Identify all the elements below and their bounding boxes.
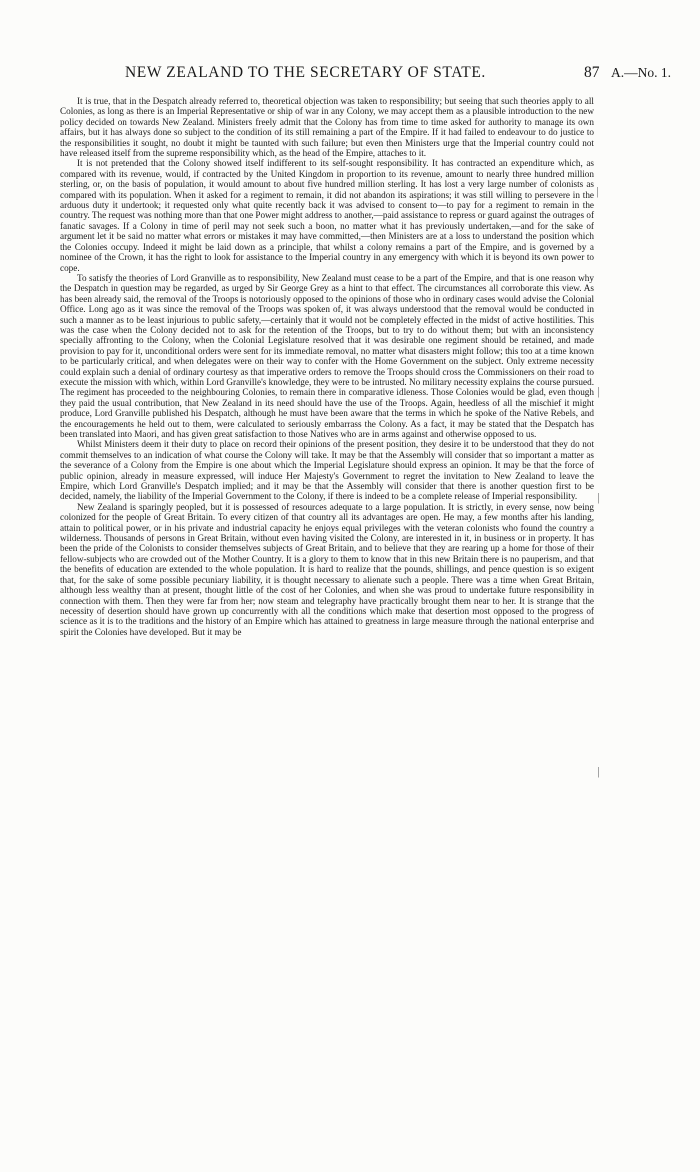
page-number: 87: [584, 64, 600, 81]
margin-mark: |: [596, 186, 599, 198]
page-header: [60, 64, 680, 86]
paragraph: To satisfy the theories of Lord Granville as to responsibility, New Zealand must cease to be a part of the Empire, and that is one reason why the Despatch in question may be regarded, as urged by Sir George Grey as a hint to that effect. The circumstances all corroborate this view. As has been already said, the removal of the Troops is notoriously opposed to the opinions of those who in ordinary cases would advise the Colonial Office. Long ago as it was since the removal of the Troops was spoken of, it was always understood that the removal would be conducted in such a manner as to be least injurious to public safety,—certainly that it would not be completely effected in the midst of active hostilities. This was the case when the Colony decided not to ask for the retention of the Troops, but to try to do without them; but with an inconsistency specially affronting to the Colony, when the Colonial Legislature resolved that it was desirable one regiment should be retained, and made provision to pay for it, unconditional orders were sent for its immediate removal, no matter what disasters might follow; this too at a time known to be particularly critical, and when delegates were on their way to confer with the Home Government on the subject. Only extreme necessity could explain such a denial of ordinary courtesy as that imperative orders to remove the Troops should cross the Commissioners on their road to execute the mission with which, within Lord Granville's knowledge, they were to be intrusted. No military necessity explains the course pursued. The regiment has proceeded to the neighbouring Colonies, to remain there in comparative idleness. Those Colonies would be glad, even though they paid the usual contribution, that New Zealand in its need should have the use of the Troops. Again, heedless of all the mischief it might produce, Lord Granville published his Despatch, although he must have been aware that the terms in which he spoke of the Native Rebels, and the encouragements he held out to them, were calculated to seriously embarrass the Colony. As a fact, it may be stated that the Despatch has been translated into Maori, and has given great satisfaction to those Natives who are in arms against and otherwise opposed to us.: [60, 272, 594, 439]
margin-mark: |: [597, 766, 600, 778]
running-title: NEW ZEALAND TO THE SECRETARY OF STATE.: [125, 64, 486, 81]
paragraph: It is true, that in the Despatch already referred to, theoretical objection was taken to responsibility; but seeing that such theories apply to all Colonies, as long as there is an Imperial Representative or ship of war in any Colony, we may accept them as a plausible introduction to the new policy decided on towards New Zealand. Ministers freely admit that the Colony has from time to time asked for authority to manage its own affairs, but it has always done so subject to the condition of its still remaining a part of the Empire. If it had failed to endeavour to do justice to the responsibilities it sought, no doubt it might be taunted with such failure; but even then Ministers urge that the Imperial country could not have released itself from the supreme responsibility which, as the head of the Empire, attaches to it.: [60, 96, 594, 159]
paper-reference: A.—No. 1.: [611, 65, 671, 80]
body-text: [60, 96, 594, 637]
paragraph: It is not pretended that the Colony showed itself indifferent to its self-sought responsibility. It has contracted an expenditure which, as compared with its revenue, would, if contracted by the United Kingdom in proportion to its revenue, amount to nearly three hundred million sterling, or, on the basis of population, it would amount to about five hundred million sterling. It has lost a very large number of colonists as compared with its population. When it asked for a regiment to remain, it did not abandon its aspirations; it was still willing to persevere in the arduous duty it undertook; it requested only what quite recently back it was advised to consent to—to pay for a regiment to remain in the country. The request was nothing more than that one Power might address to another,—paid assistance to repress or guard against the outrages of fanatic savages. If a Colony in time of peril may not seek such a boon, no matter what it has previously undertaken,—and for the sake of argument let it be said no matter what errors or mistakes it may have committed,—then Ministers are at a loss to understand the position which the Colonies occupy. Indeed it might be laid down as a principle, that whilst a colony remains a part of the Empire, and is governed by a nominee of the Crown, it has the right to look for assistance to the Imperial country in any emergency with which it is beyond its own power to cope.: [60, 158, 594, 273]
paragraph: New Zealand is sparingly peopled, but it is possessed of resources adequate to a large population. It is strictly, in every sense, now being colonized for the people of Great Britain. To every citizen of that country all its advantages are open. He may, a few months after his landing, attain to political power, or in his private and industrial capacity he enjoys equal privileges with the veteran colonists who found the country a wilderness. Thousands of persons in Great Britain, without even having visited the Colony, are interested in it, in business or in property. It has been the pride of the Colonists to consider themselves subjects of Great Britain, and to believe that they are rearing up a home for those of their fellow-subjects who are crowded out of the Mother Country. It is a glory to them to know that in this new Britain there is no pauperism, and that the benefits of education are extended to the whole population. It is hard to realize that the pounds, shillings, and pence question is so exigent that, for the sake of some possible pecuniary liability, it is thought necessary to alienate such a people. There was a time when Great Britain, although less wealthy than at present, thought little of the cost of her Colonies, and when she was proud to undertake future responsibility in connection with them. Then they were far from her; now steam and telegraphy have practically brought them near to her. It is strange that the necessity of desertion should have grown up concurrently with all the conditions which make that desertion most opposed to the progress of science as it is to the traditions and the history of an Empire which has attained to greatness in large measure through the national enterprise and spirit the Colonies have developed. But it may be: [60, 501, 594, 637]
margin-mark: |: [597, 492, 600, 504]
margin-mark: |: [597, 386, 600, 398]
paragraph: Whilst Ministers deem it their duty to place on record their opinions of the present position, they desire it to be understood that they do not commit themselves to an indication of what course the Colony will take. It may be that the Assembly will consider that so important a matter as the severance of a Colony from the Empire is one about which the Imperial Legislature should express an opinion. It may be that the force of public opinion, already in measure expressed, will induce Her Majesty's Government to regret the invitation to New Zealand to leave the Empire, which Lord Granville's Despatch implied; and it may be that the Assembly will consider that there is another question first to be decided, namely, the liability of the Imperial Government to the Colony, if there is indeed to be a complete release of Imperial responsibility.: [60, 439, 594, 502]
